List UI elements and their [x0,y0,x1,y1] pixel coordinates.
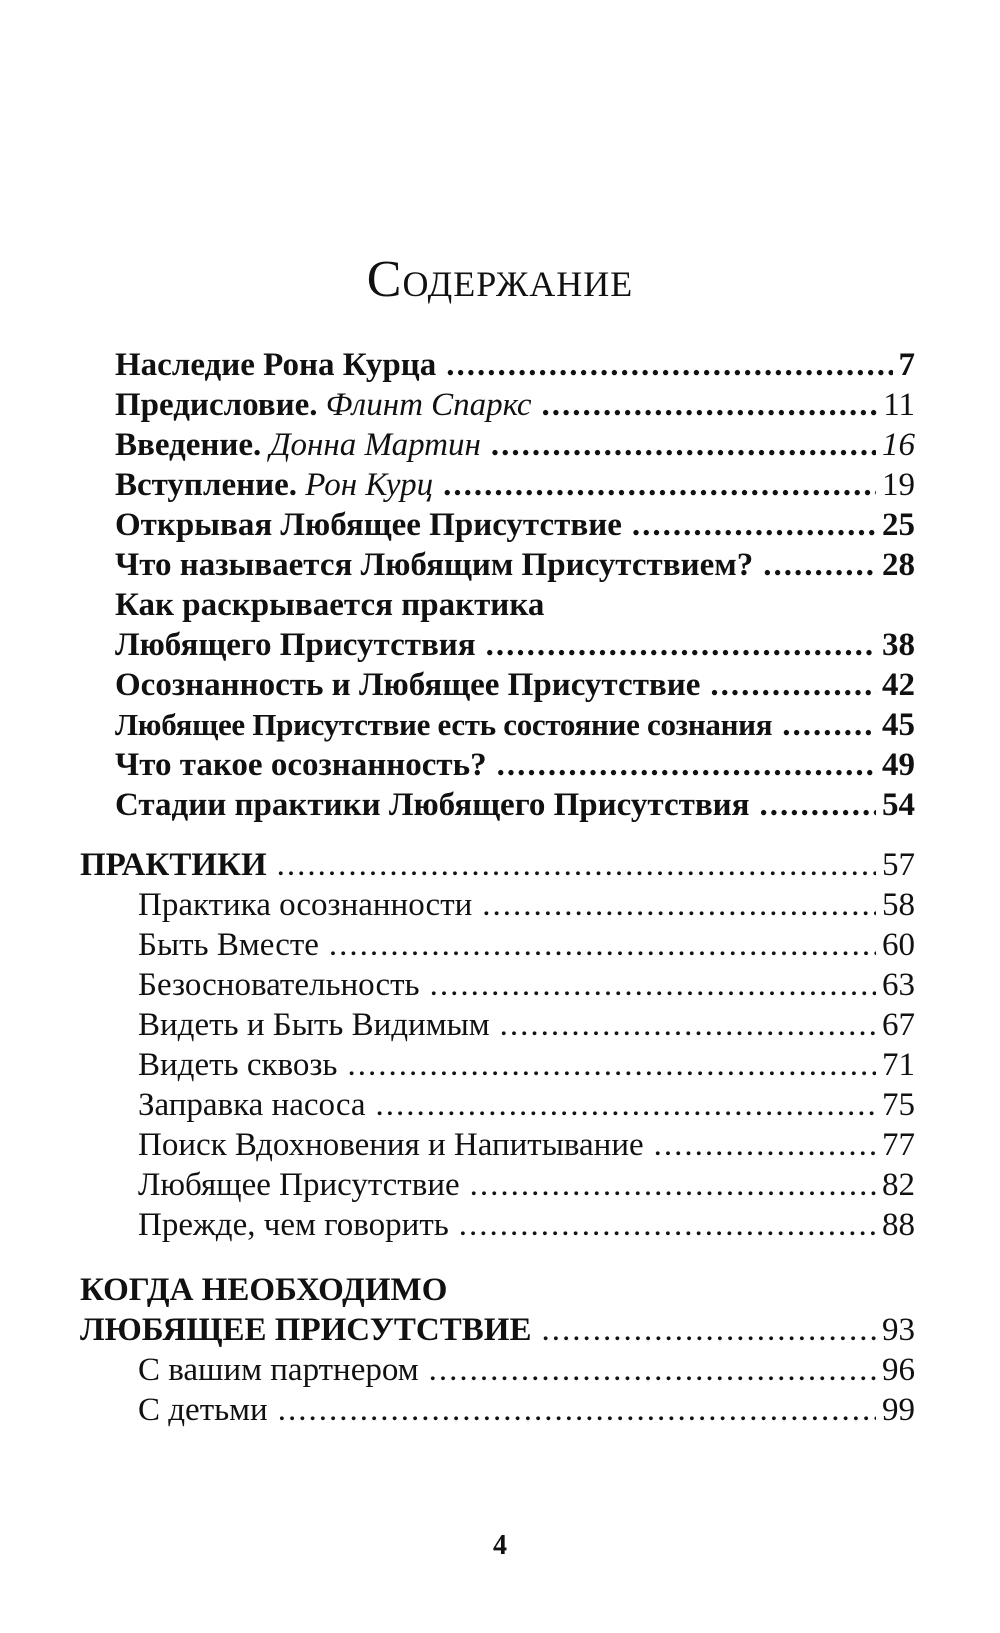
toc-section [80,845,915,885]
toc-section-title: КОГДА НЕОБХОДИМО [80,1272,448,1308]
toc-entry-page: 19 [882,467,915,503]
toc-entry-title: Любящего Присутствия [115,627,476,663]
toc-entry-page: 67 [882,1007,915,1043]
toc-entry [138,1390,915,1430]
toc-entry-page: 54 [882,787,915,823]
toc-entry-page: 16 [882,427,915,463]
toc-heading: Содержание [366,251,634,308]
toc-entry-page: 88 [882,1207,915,1243]
toc-entry-title: Заправка насоса [138,1087,366,1123]
toc-entry-title: Что такое осознанность? [115,747,487,783]
toc-entry [138,1005,915,1045]
toc-entry-title [115,385,531,425]
toc-entry [115,505,915,545]
toc-entry-page: 63 [882,967,915,1003]
toc-entry-page: 71 [882,1047,915,1083]
toc-entry-page: 82 [882,1167,915,1203]
toc-entry [138,885,915,925]
toc-entry-page: 96 [882,1352,915,1388]
toc-entry-title: Прежде, чем говорить [138,1207,449,1243]
toc-entry-author: Рон Курц [305,467,434,503]
toc-section [80,1310,915,1350]
page-number: 4 [493,1530,507,1561]
toc-entry-title: Наследие Рона Курца [115,347,437,383]
toc-entry-label: Введение. [115,427,262,463]
toc-entry [115,545,915,585]
toc-section-title: ПРАКТИКИ [80,847,267,883]
dot-leader [482,885,876,925]
toc-entry-title: Практика осознанности [138,887,473,923]
toc-entry-page: 93 [882,1312,915,1348]
toc-entry [138,1085,915,1125]
toc-entry [115,425,915,465]
dot-leader [429,1350,876,1390]
toc-entry-title: Быть Вместе [138,927,319,963]
toc-entry-page: 11 [883,387,915,423]
toc-entry-title: Любящее Присутствие есть состояние сознания [115,707,773,742]
toc-entry [115,705,915,745]
dot-leader [541,1310,876,1350]
dot-leader [446,345,892,385]
toc-entry [115,345,915,385]
toc-entry-author: Донна Мартин [269,427,481,463]
toc-entry-page: 57 [882,847,915,883]
toc-entry-title: Стадии практики Любящего Присутствия [115,787,750,823]
toc-entry [115,625,915,665]
dot-leader [763,545,876,585]
toc-entry [138,1165,915,1205]
dot-leader [277,845,876,885]
dot-leader [443,465,876,505]
toc-entry-title: Осознанность и Любящее Присутствие [115,667,701,703]
toc-entry-title: Открывая Любящее Присутствие [115,507,622,543]
toc-entry-title [115,425,481,465]
dot-leader [760,785,876,825]
dot-leader [278,1390,876,1430]
toc-entry-page: 99 [882,1392,915,1428]
toc-entry-page: 77 [882,1127,915,1163]
toc-entry [115,585,915,625]
toc-entry-page: 45 [882,707,915,743]
toc-entry-page: 49 [882,747,915,783]
dot-leader [430,965,876,1005]
toc-section-title: ЛЮБЯЩЕЕ ПРИСУТСТВИЕ [80,1312,532,1348]
toc-entry-title: С вашим партнером [138,1352,419,1388]
toc-entry-title: Что называется Любящим Присутствием? [115,547,754,583]
toc-entry-page: 7 [898,347,915,383]
toc-entry-page: 58 [882,887,915,923]
toc-entry-title: Поиск Вдохновения и Напитывание [138,1127,644,1163]
toc-entry-label: Предисловие. [115,387,318,423]
toc-entry-title: Безосновательность [138,967,420,1003]
dot-leader [376,1085,876,1125]
toc-entry [138,1125,915,1165]
toc-entry-page: 28 [882,547,915,583]
toc-entry-title: Видеть и Быть Видимым [138,1007,490,1043]
toc-entry [115,785,915,825]
dot-leader [500,1005,876,1045]
dot-leader [782,705,876,745]
dot-leader [654,1125,876,1165]
dot-leader [470,1165,876,1205]
dot-leader [632,505,876,545]
toc-entry-author: Флинт Спаркс [325,387,532,423]
toc-entry [115,665,915,705]
toc-entry-title [115,465,433,505]
toc-entry-label: Вступление. [115,467,298,503]
dot-leader [459,1205,876,1245]
dot-leader [710,665,876,705]
toc-entry-title: Как раскрывается практика [115,587,545,623]
toc-entry-page: 38 [882,627,915,663]
dot-leader [486,625,876,665]
toc-entry [115,385,915,425]
dot-leader [541,385,877,425]
dot-leader [347,1045,876,1085]
toc-entry [115,465,915,505]
toc-entry-page: 42 [882,667,915,703]
toc-entry [138,1205,915,1245]
toc-entry [138,965,915,1005]
toc-entry-page: 75 [882,1087,915,1123]
toc-entry [138,925,915,965]
dot-leader [497,745,876,785]
toc-entry-page: 25 [882,507,915,543]
dot-leader [491,425,876,465]
toc-entry-page: 60 [882,927,915,963]
toc-entry [115,745,915,785]
toc-entry-title: С детьми [138,1392,268,1428]
toc-section [80,1270,915,1310]
toc-entry [138,1350,915,1390]
toc-entry-title: Видеть сквозь [138,1047,338,1083]
toc-entry [138,1045,915,1085]
toc-entry-title: Любящее Присутствие [138,1167,460,1203]
dot-leader [329,925,876,965]
